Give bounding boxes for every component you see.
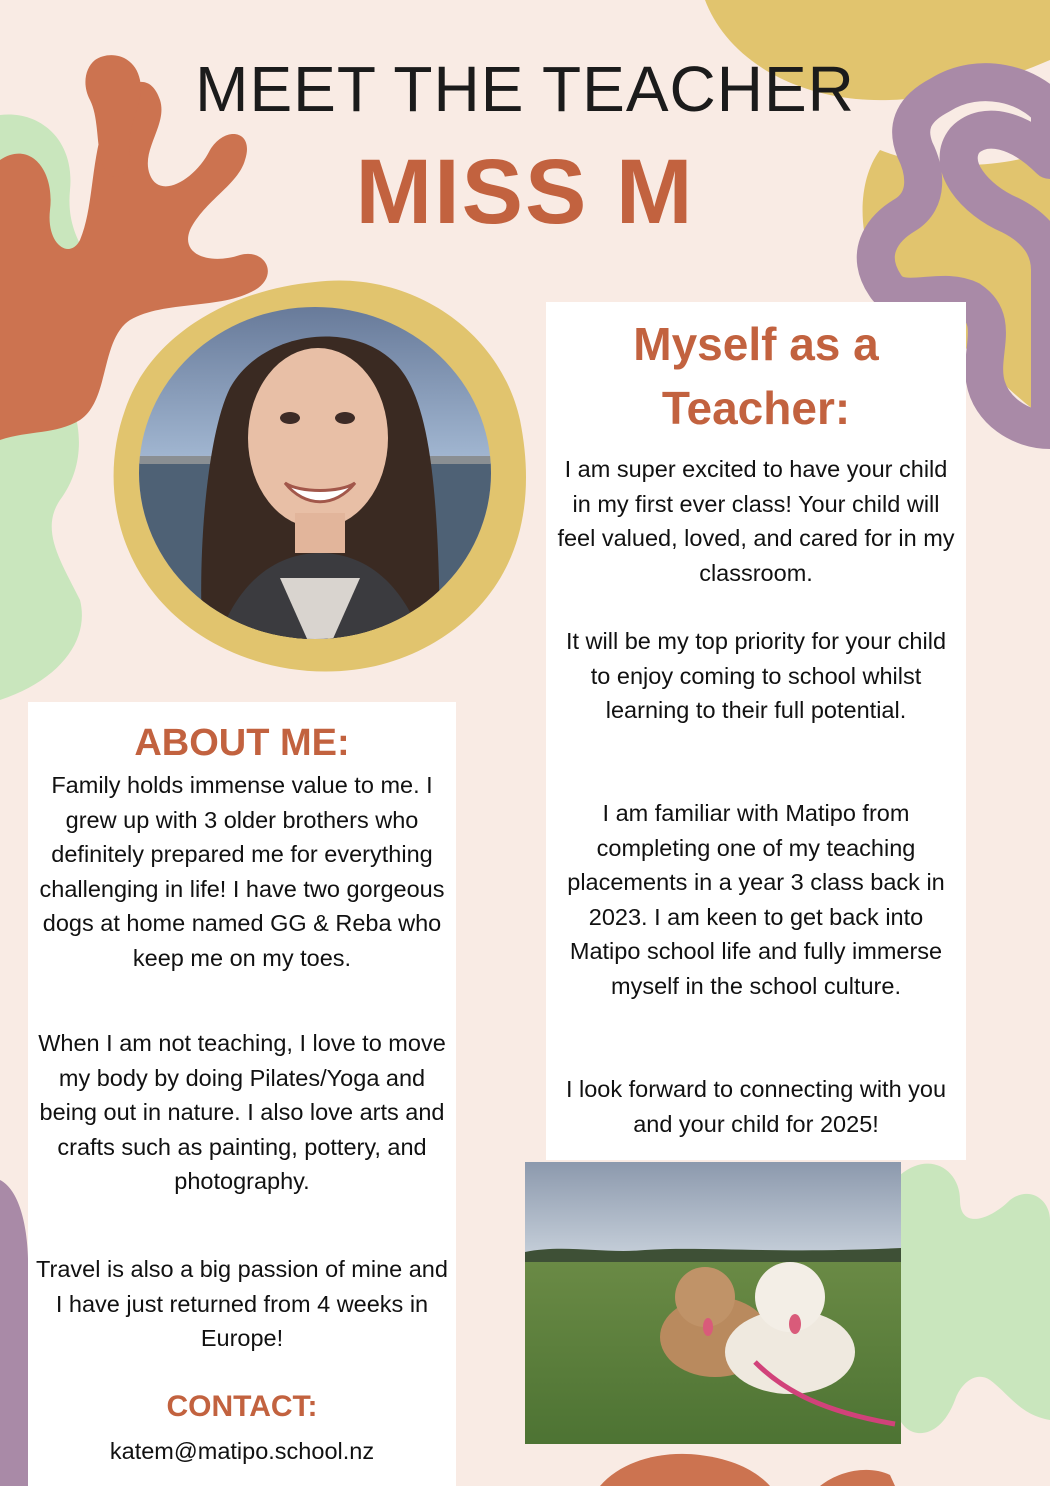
teacher-name-title: MISS M <box>355 141 695 243</box>
lavender-bottom-left-shape <box>0 1180 28 1486</box>
contact-email[interactable]: katem@matipo.school.nz <box>109 1438 375 1464</box>
heading-line-2: Teacher: <box>661 382 851 434</box>
about-me-heading: ABOUT ME: <box>134 722 350 764</box>
dogs-photo <box>525 1162 901 1444</box>
about-paragraph-travel: Travel is also a big passion of mine and I have just returned from 4 weeks in Europe! <box>36 1256 448 1351</box>
teacher-portrait-photo <box>110 278 520 668</box>
teacher-paragraph-matipo: I am familiar with Matipo from completing one of my teaching placements in a year 3 class back in 2023. I am keen to get back into Matipo school life and fully immerse myself in the school culture. <box>567 800 945 999</box>
orange-bottom-shape-2 <box>820 1470 895 1486</box>
about-paragraph-family: Family holds immense value to me. I grew up with 3 older brothers who definitely prepared me for everything challenging in life! I have two gorgeous dogs at home named GG & Reba who keep me on my toes. <box>39 772 445 971</box>
teacher-paragraph-priority: It will be my top priority for your child to enjoy coming to school whilst learning to their full potential. <box>565 628 947 723</box>
contact-heading: CONTACT: <box>166 1390 318 1423</box>
teacher-paragraph-closing: I look forward to connecting with you and your child for 2025! <box>565 1076 947 1137</box>
title-meet-the-teacher: MEET THE TEACHER <box>195 53 855 125</box>
about-paragraph-hobbies: When I am not teaching, I love to move my body by doing Pilates/Yoga and being out in nature. I also love arts and crafts such as painting, pottery, and photography. <box>38 1030 446 1194</box>
teacher-paragraph-excited: I am super excited to have your child in my first ever class! Your child will feel valued, loved, and cared for in my classroom. <box>557 456 955 586</box>
mint-bottom-right-shape <box>900 1164 1050 1433</box>
heading-line-1: Myself as a <box>633 318 879 370</box>
about-me-panel <box>28 702 456 1486</box>
teacher-panel <box>546 302 966 1160</box>
myself-as-teacher-heading <box>546 312 966 440</box>
orange-bottom-shape <box>600 1454 770 1486</box>
